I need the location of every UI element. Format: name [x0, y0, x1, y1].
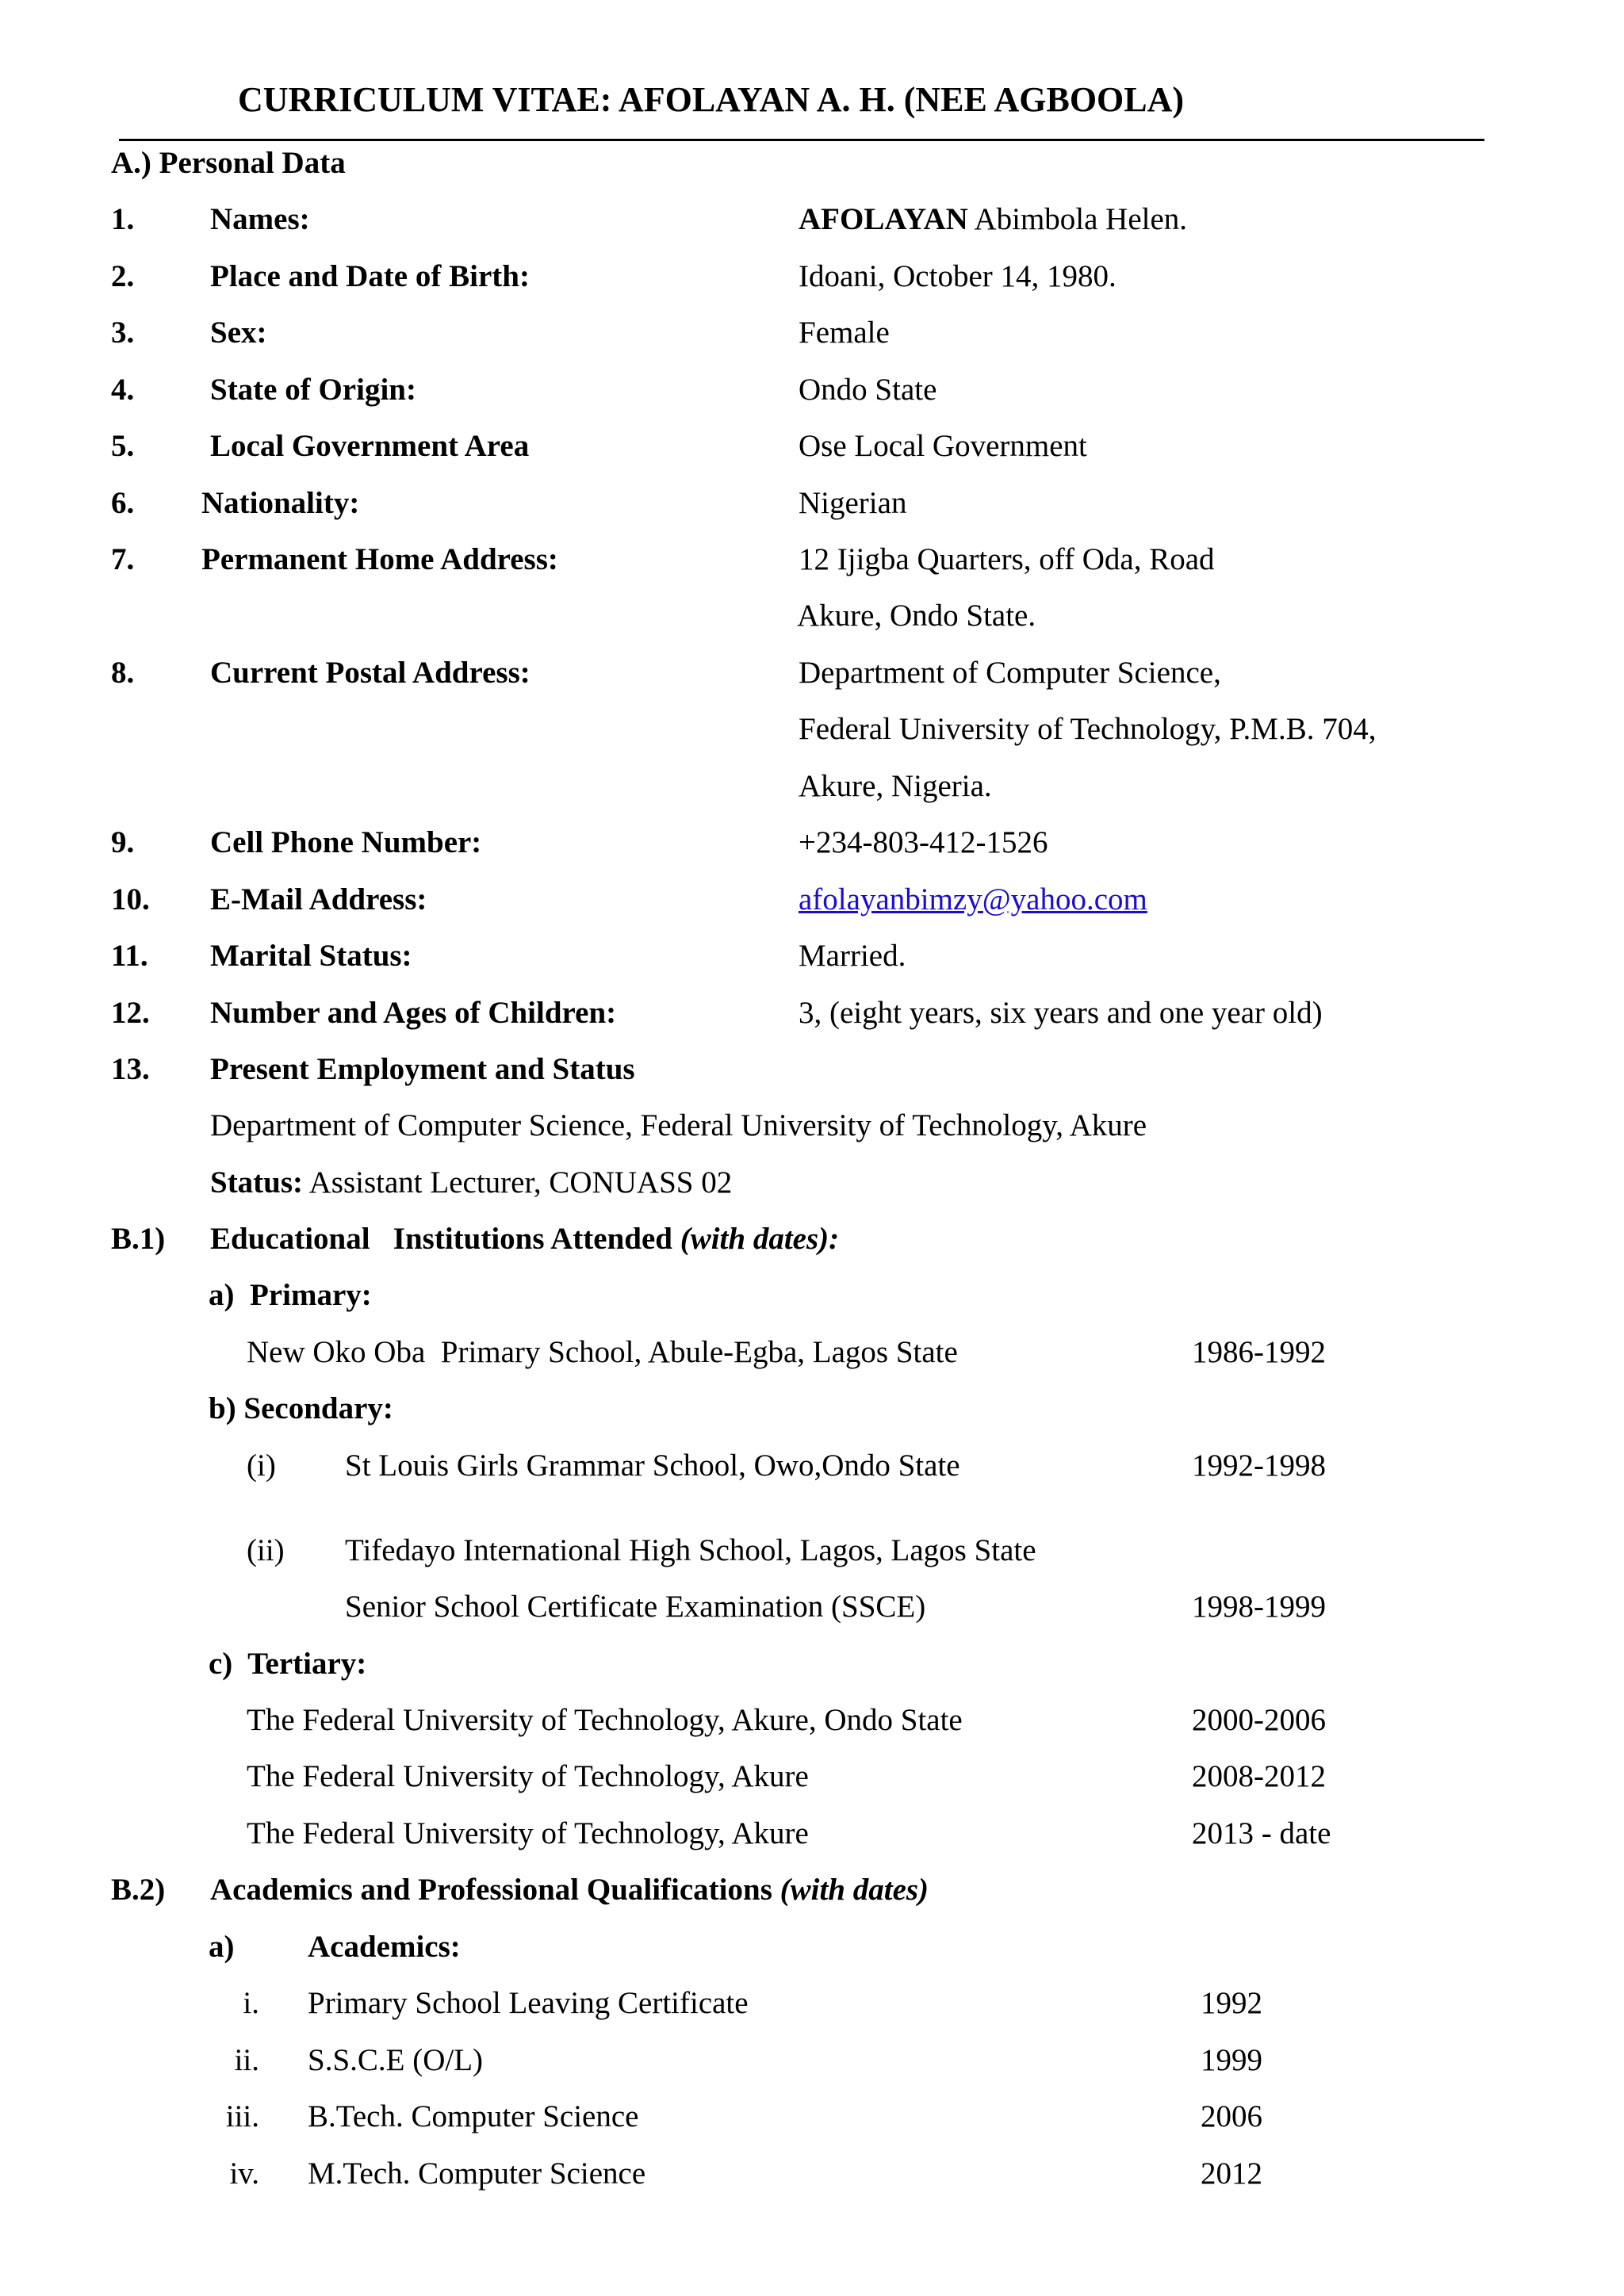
row-value-children: 3, (eight years, six years and one year old) [799, 996, 1323, 1030]
email-link[interactable]: afolayanbimzy@yahoo.com [799, 882, 1147, 916]
row-num: 5. [111, 429, 135, 463]
personal-heading: A.) Personal Data [111, 146, 346, 180]
row-num: 12. [111, 996, 150, 1030]
row-num: 2. [111, 259, 135, 293]
row-value-names [799, 204, 1187, 235]
surname: AFOLAYAN [799, 202, 968, 236]
sec1-num: (i) [247, 1448, 276, 1483]
tertiary-school: The Federal University of Technology, Akure, Ondo State [247, 1703, 963, 1737]
row-value-home-address: 12 Ijigba Quarters, off Oda, Road [799, 542, 1215, 576]
section-num: B.2) [111, 1873, 166, 1907]
given-names: Abimbola Helen. [967, 202, 1188, 236]
row-num: 13. [111, 1052, 150, 1086]
sec2-dates: 1998-1999 [1192, 1590, 1326, 1624]
row-num: 4. [111, 373, 135, 407]
row-value-state: Ondo State [799, 373, 937, 407]
row-num: 8. [111, 656, 135, 690]
sec1-dates: 1992-1998 [1192, 1448, 1326, 1483]
sec2-school: Tifedayo International High School, Lagos, Lagos State [345, 1533, 1036, 1567]
row-label-sex: Sex: [210, 316, 267, 350]
row-label-birth: Place and Date of Birth: [210, 259, 530, 293]
row-value-birth: Idoani, October 14, 1980. [799, 259, 1116, 293]
section-num: B.1) [111, 1222, 166, 1256]
sec2-num: (ii) [247, 1533, 285, 1567]
qualifications-heading [210, 1874, 929, 1905]
qual-year: 2006 [1201, 2099, 1262, 2133]
row-label-employment: Present Employment and Status [210, 1052, 635, 1086]
qual-year: 2012 [1201, 2156, 1262, 2191]
qualifications-heading-note: (with dates) [772, 1873, 929, 1907]
row-value-lga: Ose Local Government [799, 429, 1087, 463]
row-value-phone: +234-803-412-1526 [799, 825, 1048, 859]
qual-year: 1999 [1201, 2043, 1262, 2077]
tertiary-dates: 2000-2006 [1192, 1703, 1326, 1737]
tertiary-dates: 2013 - date [1192, 1816, 1331, 1850]
row-label-home-address: Permanent Home Address: [201, 542, 558, 576]
status-label: Status: [210, 1165, 304, 1200]
primary-label: a) Primary: [209, 1278, 372, 1312]
row-num: 7. [111, 542, 135, 576]
row-num: 10. [111, 882, 150, 916]
qual-label: Primary School Leaving Certificate [308, 1986, 749, 2020]
row-label-phone: Cell Phone Number: [210, 825, 482, 859]
qual-label: M.Tech. Computer Science [308, 2156, 646, 2191]
academics-num: a) [209, 1930, 235, 1964]
row-value-marital: Married. [799, 939, 906, 973]
row-label-state: State of Origin: [210, 373, 416, 407]
qual-num: i. [243, 1986, 259, 2020]
education-heading-text: Educational Institutions Attended [210, 1222, 672, 1256]
academics-label: Academics: [308, 1930, 461, 1964]
primary-dates: 1986-1992 [1192, 1335, 1326, 1369]
row-label-marital: Marital Status: [210, 939, 412, 973]
row-label-children: Number and Ages of Children: [210, 996, 617, 1030]
row-value-nationality: Nigerian [799, 486, 907, 520]
row-value-postal-address: Department of Computer Science, [799, 656, 1221, 690]
employment-status [210, 1167, 732, 1198]
qual-year: 1992 [1201, 1986, 1262, 2020]
tertiary-label: c) Tertiary: [209, 1647, 367, 1681]
education-heading-note: (with dates): [672, 1222, 840, 1256]
row-label-email: E-Mail Address: [210, 882, 427, 916]
qual-label: B.Tech. Computer Science [308, 2099, 639, 2133]
tertiary-school: The Federal University of Technology, Akure [247, 1816, 809, 1850]
row-num: 1. [111, 202, 135, 236]
qualifications-heading-text: Academics and Professional Qualifications [210, 1873, 772, 1907]
row-num: 3. [111, 316, 135, 350]
secondary-label: b) Secondary: [209, 1391, 393, 1425]
qual-num: iv. [229, 2156, 259, 2191]
row-label-lga: Local Government Area [210, 429, 530, 463]
sec2-cert: Senior School Certificate Examination (SSCE) [345, 1590, 926, 1624]
row-label-postal-address: Current Postal Address: [210, 656, 530, 690]
status-value: Assistant Lecturer, CONUASS 02 [303, 1165, 733, 1200]
education-heading [210, 1223, 839, 1254]
row-num: 9. [111, 825, 135, 859]
qual-num: ii. [234, 2043, 259, 2077]
row-value-sex: Female [799, 316, 890, 350]
qual-num: iii. [225, 2099, 259, 2133]
row-label-names: Names: [210, 202, 310, 236]
row-num: 6. [111, 486, 135, 520]
employment-line: Department of Computer Science, Federal University of Technology, Akure [210, 1108, 1147, 1142]
row-value-home-address-2: Akure, Ondo State. [797, 599, 1036, 633]
primary-school: New Oko Oba Primary School, Abule-Egba, Lagos State [247, 1335, 958, 1369]
row-value-postal-address-3: Akure, Nigeria. [799, 769, 992, 803]
title-rule [119, 139, 1484, 141]
row-num: 11. [111, 939, 148, 973]
row-label-nationality: Nationality: [201, 486, 360, 520]
row-value-postal-address-2: Federal University of Technology, P.M.B. 704, [799, 712, 1377, 746]
tertiary-school: The Federal University of Technology, Akure [247, 1759, 809, 1793]
tertiary-dates: 2008-2012 [1192, 1759, 1326, 1793]
qual-label: S.S.C.E (O/L) [308, 2043, 484, 2077]
sec1-school: St Louis Girls Grammar School, Owo,Ondo State [345, 1448, 960, 1483]
page-title: CURRICULUM VITAE: AFOLAYAN A. H. (NEE AGBOOLA) [238, 80, 1185, 119]
